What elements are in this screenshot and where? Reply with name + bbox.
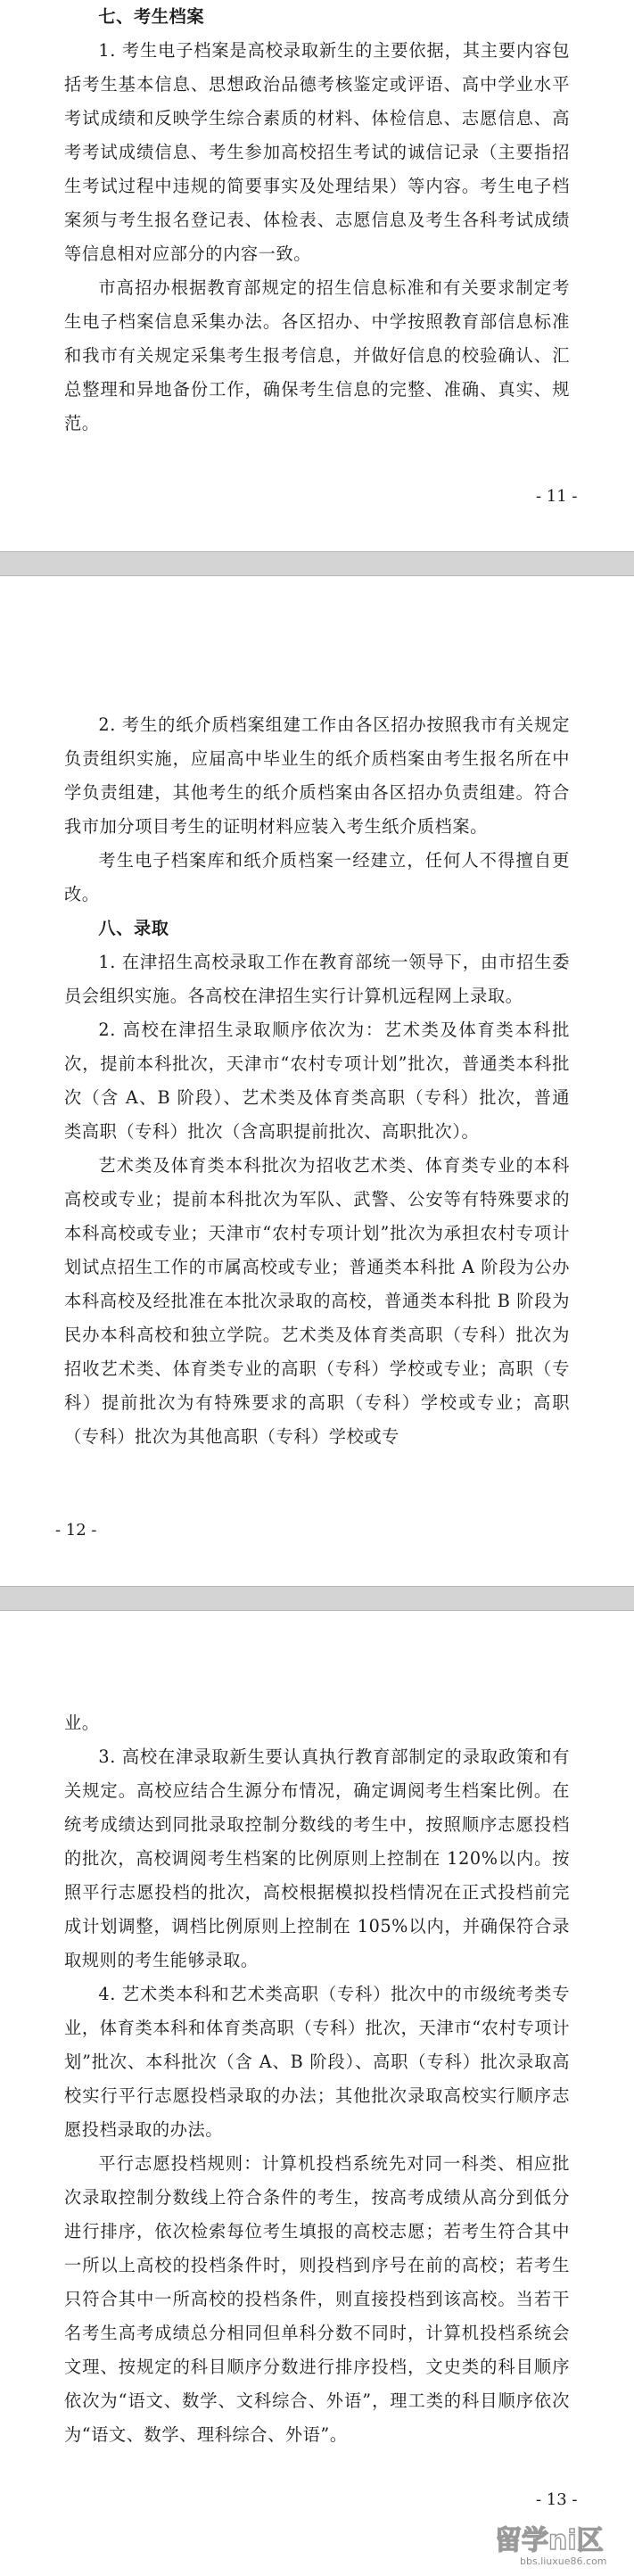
page-11 [0,0,634,551]
page-number: - 11 - [536,487,578,506]
page-separator [0,1586,634,1611]
watermark-url: bbs.liuxue86.com [520,2555,607,2567]
paragraph: 1. 考生电子档案是高校录取新生的主要依据，其主要内容包括考生基本信息、思想政治品德考核鉴定或评语、高中学业水平考试成绩和反映学生综合素质的材料、体检信息、志愿信息、高考考试成绩信息、考生参加高校招生考试的诚信记录（主要指招生考试过程中违规的简要事实及处理结果）等内容。考生电子档案须与考生报名登记表、体检表、志愿信息及考生各科考试成绩等信息相对应部分的内容一致。 [64,40,570,264]
page-11-body [64,0,570,441]
paragraph: 业。 [64,1713,100,1733]
section-heading-admission: 八、录取 [98,918,169,938]
page-12 [0,576,634,1586]
page-13-body [64,1706,570,2452]
page-separator [0,551,634,576]
paragraph: 1. 在津招生高校录取工作在教育部统一领导下，由市招生委员会组织实施。各高校在津招生实行计算机远程网上录取。 [64,952,570,1006]
paragraph: 2. 高校在津招生录取顺序依次为：艺术类及体育类本科批次，提前本科批次，天津市“农村专项计划”批次，普通类本科批次（含 A、B 阶段）、艺术类及体育类高职（专科）批次，普通类高职（专科）批次（含高职提前批次、高职批次）。 [64,1020,570,1142]
paragraph: 艺术类及体育类本科批次为招收艺术类、体育类专业的本科高校或专业；提前本科批次为军队、武警、公安等有特殊要求的本科高校或专业；天津市“农村专项计划”批次为承担农村专项计划试点招生工作的市属高校或专业；普通类本科批 A 阶段为公办本科高校及经批准在本批次录取的高校，普通类本科批 B 阶段为民办本科高校和独立学院。艺术类及体育类高职（专科）批次为招收艺术类、体育类专业的高职（专科）学校或专业；高职（专科）提前批次为有特殊要求的高职（专科）学校或专业；高职（专科）批次为其他高职（专科）学校或专 [64,1155,570,1447]
paragraph: 市高招办根据教育部规定的招生信息标准和有关要求制定考生电子档案信息采集办法。各区招办、中学按照教育部信息标准和我市有关规定采集考生报考信息，并做好信息的校验确认、汇总整理和异地备份工作，确保考生信息的完整、准确、真实、规范。 [64,277,570,433]
paragraph: 3. 高校在津录取新生要认真执行教育部制定的录取政策和有关规定。高校应结合生源分布情况，确定调阅考生档案比例。在统考成绩达到同批录取控制分数线的考生中，按照顺序志愿投档的批次，高校调阅考生档案的比例原则上控制在 120%以内。按照平行志愿投档的批次，高校根据模拟投档情况在正式投档前完成计划调整，调档比例原则上控制在 105%以内，并确保符合录取规则的考生能够录取。 [64,1746,570,1970]
watermark-title: 留学ni区 [495,2525,604,2556]
page-number: - 13 - [536,2490,578,2509]
paragraph: 平行志愿投档规则：计算机投档系统先对同一科类、相应批次录取控制分数线上符合条件的考生，按高考成绩从高分到低分进行排序，依次检索每位考生填报的高校志愿；若考生符合其中一所以上高校的投档条件时，则投档到序号在前的高校；若考生只符合其中一所高校的投档条件，则直接投档到该高校。当若干名考生高考成绩总分相同但单科分数不同时，计算机投档系统会文理、按规定的科目顺序分数进行排序投档，文史类的科目顺序依次为“语文、数学、文科综合、外语”，理工类的科目顺序依次为“语文、数学、理科综合、外语”。 [64,2153,570,2445]
page-number: - 12 - [55,1521,97,1540]
paragraph: 考生电子档案库和纸介质档案一经建立，任何人不得擅自更改。 [64,850,570,904]
page-13 [0,1611,634,2576]
site-watermark [490,2517,623,2569]
paragraph: 4. 艺术类本科和艺术类高职（专科）批次中的市级统考类专业，体育类本科和体育类高职（专科）批次，天津市“农村专项计划”批次、本科批次（含 A、B 阶段）、高职（专科）批次录取高校实行平行志愿投档录取的办法；其他批次录取高校实行顺序志愿投档录取的办法。 [64,1984,570,2140]
section-heading-archives: 七、考生档案 [98,6,205,27]
page-12-body [64,708,570,1454]
paragraph: 2. 考生的纸介质档案组建工作由各区招办按照我市有关规定负责组织实施，应届高中毕业生的纸介质档案由考生报名所在中学负责组建，其他考生的纸介质档案由各区招办负责组建。符合我市加分项目考生的证明材料应装入考生纸介质档案。 [64,714,570,837]
watermark-logo-icon [490,2517,623,2569]
